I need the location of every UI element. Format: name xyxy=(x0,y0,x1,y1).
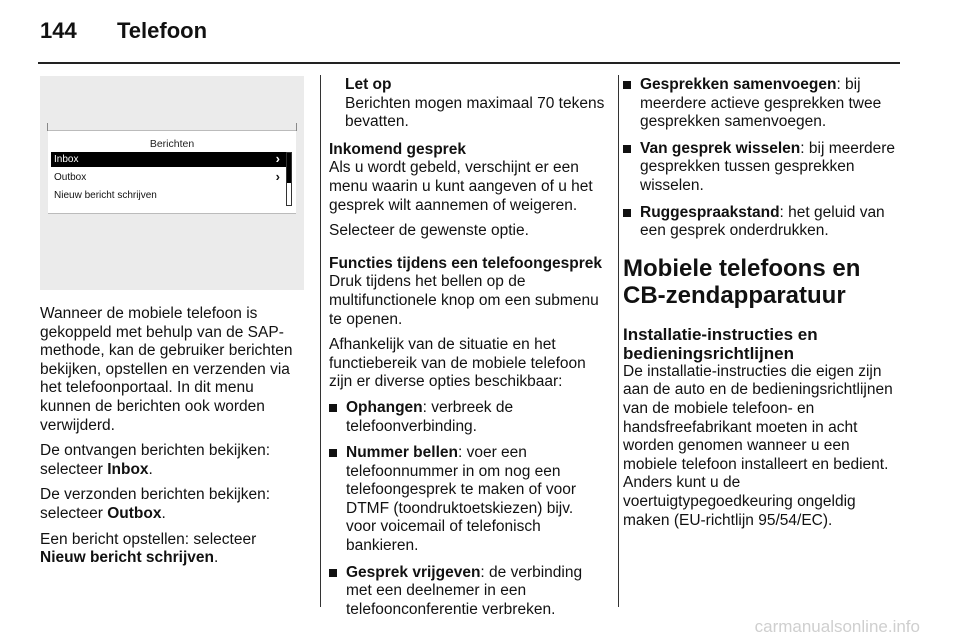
bullet-square-icon xyxy=(329,404,337,412)
column-middle xyxy=(329,76,605,627)
bullet-list xyxy=(623,76,903,241)
inline-term: Inbox xyxy=(107,460,149,478)
display-corner-mark xyxy=(47,123,48,131)
paragraph-inbox: De ontvangen berichten bekijken: selecteer Inbox. xyxy=(40,442,271,478)
page-number: 144 xyxy=(40,18,77,43)
list-item: Nummer bellen: voer een telefoonnummer in om nog een telefoongesprek te maken of voor DTMF (toondruktoetskiezen) bijv. voor voicemail of telefonisch bankieren. xyxy=(329,444,605,556)
bullet-square-icon xyxy=(329,449,337,457)
scrollbar-thumb[interactable] xyxy=(287,153,291,183)
paragraph: Afhankelijk van de situatie en het functiebereik van de mobiele telefoon zijn er diverse opties beschikbaar: xyxy=(329,336,586,391)
bullet-square-icon xyxy=(329,569,337,577)
list-item: Ruggespraakstand: het geluid van een gesprek onderdrukken. xyxy=(623,204,903,241)
chevron-right-icon: › xyxy=(275,151,280,166)
watermark: carmanualsonline.info xyxy=(754,617,920,636)
scrollbar[interactable] xyxy=(286,152,292,206)
menu-item-label: Outbox xyxy=(54,172,87,183)
inline-term: Outbox xyxy=(107,504,162,522)
chevron-right-icon: › xyxy=(275,169,280,184)
menu-item-label: Nieuw bericht schrijven xyxy=(54,190,157,201)
menu-item-outbox[interactable] xyxy=(51,170,286,185)
list-item: Van gesprek wisselen: bij meerdere gesprekken tussen gesprekken wisselen. xyxy=(623,140,903,196)
menu-item-label: Inbox xyxy=(54,154,79,165)
messages-menu-display xyxy=(48,130,296,214)
list-item: Ophangen: verbreek de telefoonverbinding. xyxy=(329,399,605,436)
list-item: Gesprek vrijgeven: de verbinding met een deelnemer in een telefoonconferentie verbreken. xyxy=(329,564,605,620)
bullet-square-icon xyxy=(623,81,631,89)
menu-item-inbox[interactable] xyxy=(51,152,286,167)
header-rule xyxy=(38,62,900,64)
inline-term: Nieuw bericht schrijven xyxy=(40,549,214,567)
bullet-square-icon xyxy=(623,209,631,217)
paragraph-outbox: De verzonden berichten bekijken: selecteer Outbox. xyxy=(40,486,271,522)
paragraph-intro: Wanneer de mobiele telefoon is gekoppeld met behulp van de SAP-methode, kan de gebruiker berichten bekijken, opstellen en verzenden via het telefoonportaal. In dit menu kunnen de berichten ook worden verwijderd. xyxy=(40,305,293,434)
display-corner-mark xyxy=(296,123,297,131)
column-left xyxy=(40,76,306,575)
list-item: Gesprekken samenvoegen: bij meerdere actieve gesprekken twee gesprekken samenvoegen. xyxy=(623,76,903,132)
subsection-heading: Installatie-instructies en bedieningsrichtlijnen xyxy=(623,324,818,363)
note-title: Let op xyxy=(345,76,392,93)
bullet-list xyxy=(329,399,605,620)
paragraph: De installatie-instructies die eigen zijn aan de auto en de bedieningsrichtlijnen van de mobiele telefoon- en handsfreefabrikant moeten in acht worden genomen wanneer u een mobiele telefoon installeert en bedient. Anders kunt u de voertuigtypegoedkeuring ongeldig maken (EU-richtlijn 95/54/EC). xyxy=(623,362,893,529)
bullet-square-icon xyxy=(623,145,631,153)
section-heading: Mobiele telefoons en CB-zendapparatuur xyxy=(623,254,861,309)
note-text: Berichten mogen maximaal 70 tekens bevatten. xyxy=(345,94,605,131)
column-divider xyxy=(618,75,619,607)
display-screenshot xyxy=(40,76,304,290)
display-title: Berichten xyxy=(149,138,195,150)
section-title: Inkomend gesprek xyxy=(329,140,466,158)
column-divider xyxy=(320,75,321,607)
paragraph: Druk tijdens het bellen op de multifunctionele knop om een submenu te openen. xyxy=(329,273,599,328)
paragraph-new-message: Een bericht opstellen: selecteer Nieuw bericht schrijven. xyxy=(40,530,257,567)
paragraph: Selecteer de gewenste optie. xyxy=(329,222,529,240)
paragraph: Als u wordt gebeld, verschijnt er een menu waarin u kunt aangeven of u het gesprek wilt aannemen of weigeren. xyxy=(329,159,593,214)
note-box xyxy=(329,76,605,132)
column-right xyxy=(623,76,903,537)
menu-item-new-message[interactable] xyxy=(51,188,286,203)
page-title: Telefoon xyxy=(117,18,208,43)
section-title: Functies tijdens een telefoongesprek xyxy=(329,254,603,272)
